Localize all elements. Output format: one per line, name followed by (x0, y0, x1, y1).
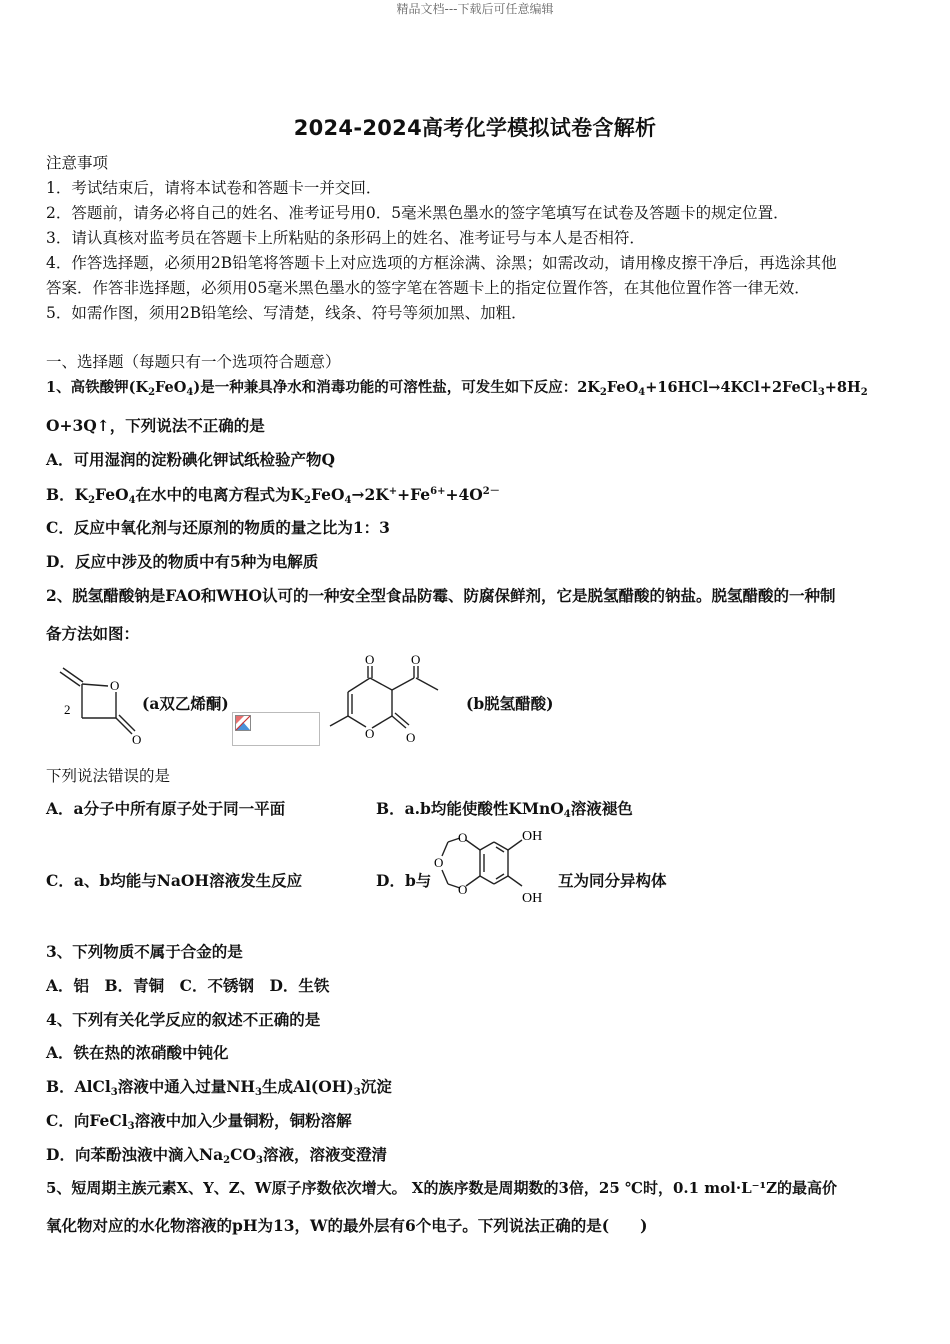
benzodioxane-diol-structure (434, 822, 560, 910)
oxygen-atom-label: O (365, 652, 375, 667)
q1-option-a: A．可用湿润的淀粉碘化钾试纸检验产物Q (46, 450, 336, 469)
oxygen-atom-label: O (110, 678, 120, 693)
document-title: 2024-2024高考化学模拟试卷含解析 (293, 116, 657, 140)
q5-stem-line2: 氧化物对应的水化物溶液的pH为13，W的最外层有6个电子。下列说法正确的是( ) (46, 1216, 648, 1235)
oxygen-atom-label: O (406, 730, 416, 745)
notice-item: 1．考试结束后，请将本试卷和答题卡一并交回． (46, 179, 382, 197)
oxygen-atom-label: O (365, 726, 375, 741)
oxygen-atom-label: O (132, 732, 142, 747)
q2-option-b: B．a.b均能使酸性KMnO$_4$溶液褪色 (376, 799, 633, 820)
oxygen-atom-label: O (411, 652, 421, 667)
notice-item: 3．请认真核对监考员在答题卡上所粘贴的条形码上的姓名、准考证号与本人是否相符． (46, 229, 645, 247)
dehydroacetic-acid-structure (322, 650, 452, 754)
page-header: 精品文档---下载后可任意编辑 (396, 2, 554, 16)
q2-option-c: C．a、b均能与NaOH溶液发生反应 (46, 871, 303, 890)
notice-item: 2．答题前，请务必将自己的姓名、准考证号用0．5毫米黑色墨水的签字笔填写在试卷及答题卡的规定位置． (46, 204, 789, 222)
q1-stem-line2: O+3Q↑，下列说法不正确的是 (46, 416, 265, 435)
notice-item: 4．作答选择题，必须用2B铅笔将答题卡上对应选项的方框涂满、涂黑；如需改动，请用橡皮擦干净后，再选涂其他 (46, 254, 837, 272)
q2-option-d-prefix: D．b与 (376, 871, 432, 890)
q2-option-a: A．a分子中所有原子处于同一平面 (46, 799, 286, 818)
oxygen-atom-label: O (434, 855, 444, 870)
q4-stem: 4、下列有关化学反应的叙述不正确的是 (46, 1010, 321, 1029)
q2-option-d-suffix: 互为同分异构体 (558, 871, 667, 890)
broken-image-icon (235, 715, 251, 731)
q1-option-b: B．$K_2FeO_4$在水中的电离方程式为$K_2FeO_4\to 2K^++Fe^{6+}+4O^{2-}$ (46, 485, 500, 506)
q1-stem: 1、高铁酸钾$(K_2FeO_4)$是一种兼具净水和消毒功能的可溶性盐，可发生如下反应：$2K_2FeO_4+16HCl\to 4KCl+2FeCl_3+8H_2$ (46, 379, 868, 398)
q4-option-b: B．AlCl$_3$溶液中通入过量$NH_3$生成$Al(OH)_3$沉淀 (46, 1077, 392, 1098)
q1-option-d: D．反应中涉及的物质中有5种为电解质 (46, 552, 319, 571)
hydroxyl-label: OH (522, 891, 543, 906)
notice-item: 答案．作答非选择题，必须用05毫米黑色墨水的签字笔在答题卡上的指定位置作答，在其他位置作答一律无效． (46, 279, 810, 297)
label-b: (b脱氢醋酸) (466, 694, 554, 713)
q2-question: 下列说法错误的是 (46, 767, 171, 785)
q3-options: A．铝 B．青铜 C．不锈钢 D．生铁 (46, 976, 330, 995)
missing-image-placeholder (232, 712, 320, 746)
q4-option-a: A．铁在热的浓硝酸中钝化 (46, 1043, 229, 1062)
q3-stem: 3、下列物质不属于合金的是 (46, 942, 243, 961)
notice-heading: 注意事项 (46, 154, 109, 172)
q5-stem: 5、短周期主族元素X、Y、Z、W原子序数依次增大。 X的族序数是周期数的3倍，25 ℃时，0.1 mol·L⁻¹Z的最高价 (46, 1179, 838, 1197)
label-a: (a双乙烯酮) (142, 694, 229, 713)
q4-option-c: C．向FeCl$_3$溶液中加入少量铜粉，铜粉溶解 (46, 1111, 352, 1132)
q1-option-c: C．反应中氧化剂与还原剂的物质的量之比为1：3 (46, 518, 390, 537)
q4-option-d: D．向苯酚浊液中滴入$Na_2CO_3$溶液，溶液变澄清 (46, 1145, 387, 1166)
hydroxyl-label: OH (522, 829, 543, 844)
q2-stem: 2、脱氢醋酸钠是FAO和WHO认可的一种安全型食品防霉、防腐保鲜剂，它是脱氢醋酸的钠盐。脱氢醋酸的一种制 (46, 586, 836, 605)
diketene-structure (56, 666, 146, 750)
notice-item: 5．如需作图，须用2B铅笔绘、写清楚，线条、符号等须加黑、加粗． (46, 304, 527, 322)
oxygen-atom-label: O (458, 882, 468, 897)
section-heading: 一、选择题（每题只有一个选项符合题意） (46, 353, 341, 371)
oxygen-atom-label: O (458, 830, 468, 845)
q2-stem-line2: 备方法如图： (46, 624, 140, 643)
ring-count-label: 2 (64, 702, 71, 717)
